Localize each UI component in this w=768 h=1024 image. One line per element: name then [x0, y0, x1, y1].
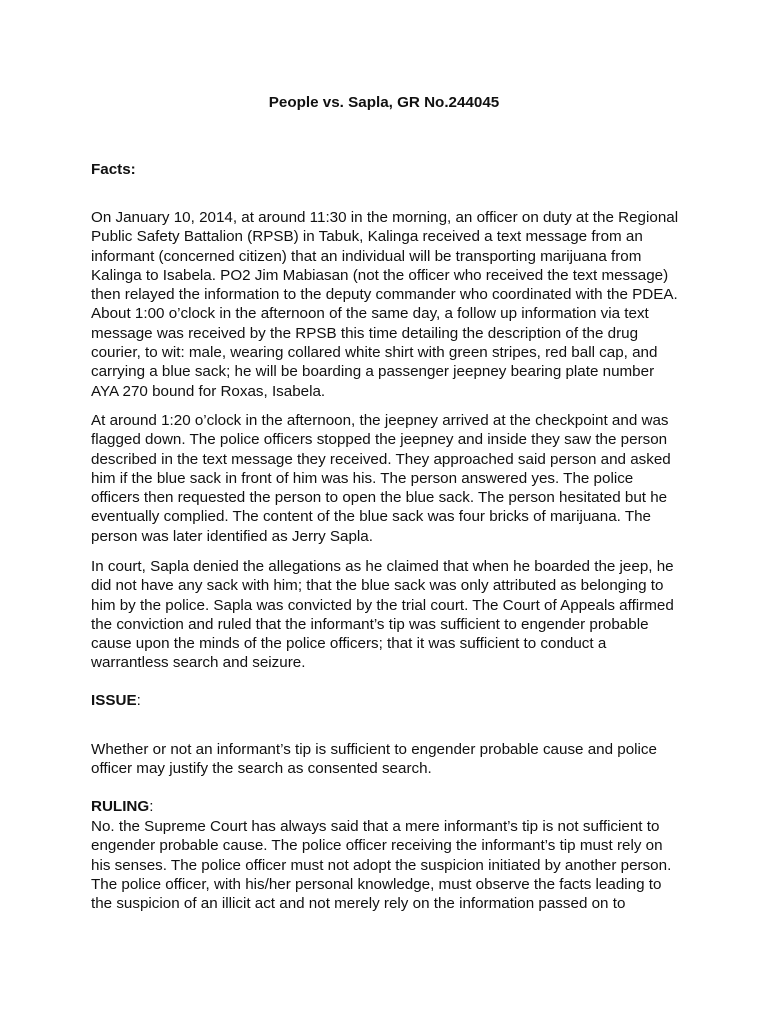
issue-paragraph	[91, 740, 691, 779]
text-line: Whether or not an informant’s tip is sufficient to engender probable cause and police	[91, 741, 657, 758]
text-line: eventually complied. The content of the blue sack was four bricks of marijuana. The	[91, 508, 651, 526]
text-line: the conviction and ruled that the informant’s tip was sufficient to engender probable	[91, 615, 649, 633]
text-line: officers then requested the person to open the blue sack. The person hesitated but he	[91, 489, 668, 507]
issue-heading-label: ISSUE	[91, 692, 137, 709]
text-line: did not have any sack with him; that the blue sack was only attributed as belonging to	[91, 577, 664, 595]
text-line: flagged down. The police officers stopped the jeepney and inside they saw the person	[91, 431, 668, 449]
facts-heading	[91, 160, 136, 179]
text-line: carrying a blue sack; he will be boarding a passenger jeepney bearing plate number	[91, 363, 655, 381]
text-line: his senses. The police officer must not adopt the suspicion initiated by another person.	[91, 856, 672, 874]
text-line: him by the police. Sapla was convicted by the trial court. The Court of Appeals affirmed	[91, 596, 674, 614]
text-line: Public Safety Battalion (RPSB) in Tabuk, Kalinga received a text message from an	[91, 228, 643, 246]
document-title: People vs. Sapla, GR No.244045	[268, 94, 500, 111]
facts-heading-label: Facts:	[91, 161, 136, 178]
facts-paragraph-3	[91, 557, 691, 673]
text-line: message was received by the RPSB this time detailing the description of the drug	[91, 324, 639, 342]
text-line: engender probable cause. The police officer receiving the informant’s tip must rely on	[91, 837, 663, 855]
text-line: AYA 270 bound for Roxas, Isabela.	[91, 382, 326, 400]
text-line: informant (concerned citizen) that an individual will be transporting marijuana from	[91, 247, 642, 265]
text-line: About 1:00 o’clock in the afternoon of the same day, a follow up information via text	[91, 305, 649, 323]
text-line: The police officer, with his/her personal knowledge, must observe the facts leading to	[91, 875, 662, 893]
text-line: In court, Sapla denied the allegations as he claimed that when he boarded the jeep, he	[91, 558, 674, 575]
text-line: the suspicion of an illicit act and not merely rely on the information passed on to	[91, 895, 626, 913]
issue-heading-colon: :	[136, 692, 141, 709]
text-line: Kalinga to Isabela. PO2 Jim Mabiasan (not the officer who received the text message)	[91, 266, 669, 284]
ruling-heading-colon: :	[149, 798, 154, 815]
issue-heading	[91, 691, 141, 710]
facts-paragraph-2	[91, 411, 691, 546]
ruling-heading	[91, 797, 153, 816]
text-line: warrantless search and seizure.	[91, 654, 306, 672]
text-line: person was later identified as Jerry Sapla.	[91, 527, 373, 545]
text-line: courier, to wit: male, wearing collared white shirt with green stripes, red ball cap, and	[91, 344, 658, 362]
text-line: cause upon the minds of the police officers; that it was sufficient to conduct a	[91, 635, 607, 653]
text-line: At around 1:20 o’clock in the afternoon, the jeepney arrived at the checkpoint and was	[91, 412, 669, 429]
facts-paragraph-1	[91, 208, 691, 401]
text-line: No. the Supreme Court has always said that a mere informant’s tip is not sufficient to	[91, 818, 660, 835]
ruling-heading-label: RULING	[91, 798, 150, 815]
text-line: then relayed the information to the deputy commander who coordinated with the PDEA.	[91, 286, 678, 304]
text-line: described in the text message they received. They approached said person and asked	[91, 450, 671, 468]
ruling-paragraph	[91, 817, 691, 913]
text-line: On January 10, 2014, at around 11:30 in the morning, an officer on duty at the Regional	[91, 209, 679, 226]
text-line: officer may justify the search as consented search.	[91, 760, 432, 778]
text-line: him if the blue sack in front of him was his. The person answered yes. The police	[91, 469, 634, 487]
